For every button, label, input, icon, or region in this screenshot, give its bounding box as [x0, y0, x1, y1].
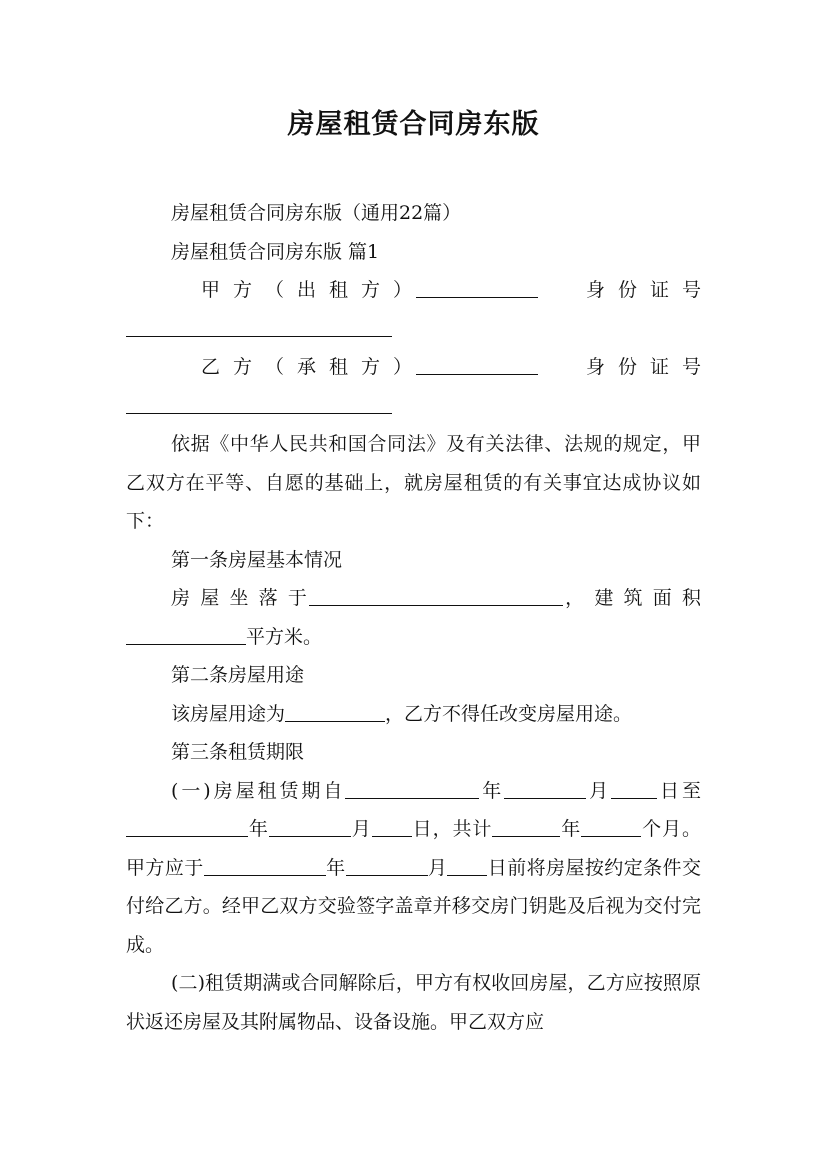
article2-paragraph [126, 695, 701, 734]
article2-heading: 第二条房屋用途 [171, 664, 305, 686]
start-day-blank [611, 778, 657, 799]
document-body [126, 194, 701, 1041]
start-month-label: 月 [586, 779, 612, 802]
usage-blank [285, 701, 385, 722]
location-blank [309, 585, 563, 606]
party-a-id-label: 身 份 证 号 [585, 279, 701, 301]
end-month-blank [269, 816, 351, 837]
article3-clause1 [126, 772, 701, 965]
total-year-label: 年 [560, 818, 582, 840]
end-day-label: 日，共计 [411, 818, 493, 840]
party-b-name-blank [416, 354, 538, 375]
delivery-prefix: 月。甲方应于 [126, 818, 701, 879]
delivery-year-label: 年 [325, 856, 346, 879]
end-month-label: 月 [350, 818, 372, 840]
end-day-blank [372, 816, 412, 837]
start-year-blank [345, 778, 479, 799]
party-b-line [126, 348, 701, 387]
party-a-line [126, 271, 701, 310]
party-a-name-blank [416, 277, 538, 298]
party-b-id-blank [126, 393, 392, 414]
document-subtitle: 房屋租赁合同房东版（通用22篇） [171, 202, 462, 224]
total-month-blank [581, 816, 641, 837]
party-a-label: 甲 方 （ 出 租 方 ） [201, 279, 416, 301]
article3-clause2: (二)租赁期满或合同解除后，甲方有权收回房屋，乙方应按照原状返还房屋及其附属物品、设备设施。甲乙双方应 [126, 972, 701, 1033]
article1-area-label: ， 建 筑 面 积 [563, 587, 701, 609]
delivery-terms: 日前将房屋按约定条件交付给乙方。经甲乙双方交验签字盖章并移交房门钥匙及后视为交付完成。 [126, 856, 701, 956]
article2-text-b: ，乙方不得任改变房屋用途。 [385, 702, 633, 725]
total-year-blank [492, 816, 560, 837]
article1-paragraph [126, 579, 701, 656]
area-blank [126, 624, 246, 645]
delivery-month-blank [346, 855, 428, 876]
article1-unit: 平方米。 [246, 625, 323, 648]
intro-paragraph: 依据《中华人民共和国合同法》及有关法律、法规的规定，甲乙双方在平等、自愿的基础上，就房屋租赁的有关事宜达成协议如下： [126, 433, 701, 532]
start-day-label: 日至 [657, 779, 701, 802]
article1-heading: 第一条房屋基本情况 [171, 548, 343, 571]
total-month-label: 个 [641, 818, 663, 840]
party-b-label: 乙 方 （ 承 租 方 ） [201, 356, 416, 378]
end-year-blank [126, 816, 248, 837]
delivery-month-label: 月 [427, 856, 448, 879]
article1-location-label: 房 屋 坐 落 于 [171, 587, 309, 609]
party-b-id-label: 身 份 证 号 [585, 356, 701, 378]
section-heading: 房屋租赁合同房东版 篇1 [171, 240, 380, 263]
end-year-label: 年 [248, 818, 269, 840]
party-b-id-line [126, 387, 701, 426]
delivery-day-blank [447, 855, 487, 876]
party-a-id-line [126, 310, 701, 349]
delivery-year-blank [204, 855, 326, 876]
document-title: 房屋租赁合同房东版 [287, 109, 540, 140]
party-a-id-blank [126, 316, 392, 337]
start-year-label: 年 [479, 779, 505, 802]
start-month-blank [504, 778, 586, 799]
clause1-start: (一)房屋租赁期自 [171, 779, 346, 802]
article3-heading: 第三条租赁期限 [171, 741, 305, 763]
article2-text-a: 该房屋用途为 [171, 702, 286, 725]
